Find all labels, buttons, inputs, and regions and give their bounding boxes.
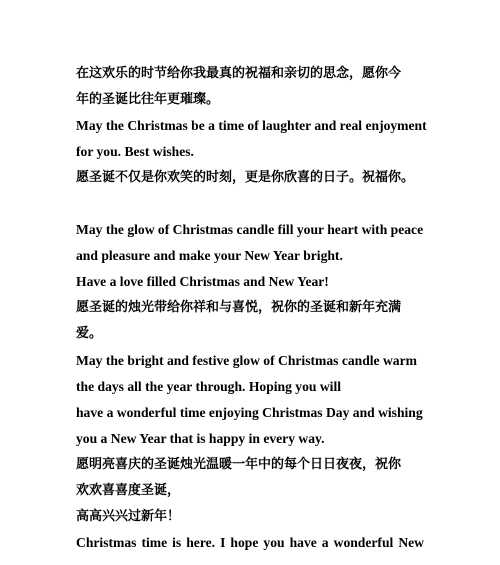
text-line: for you. Best wishes.: [76, 144, 194, 159]
text-line: Christmas time is here. I hope you have a wonderful New: [76, 535, 424, 550]
text-line: and pleasure and make your New Year bright.: [76, 248, 343, 263]
text-line: the days all the year through. Hoping you will: [76, 379, 341, 394]
text-line: 高高兴兴过新年！: [76, 509, 181, 524]
text-line: 在这欢乐的时节给你我最真的祝福和亲切的思念，愿你今: [76, 66, 402, 81]
text-line: May the bright and festive glow of Christmas candle warm: [76, 353, 417, 368]
text-line: 愿圣诞的烛光带给你祥和与喜悦，祝你的圣诞和新年充满: [76, 300, 402, 315]
text-line: May the glow of Christmas candle fill your heart with peace: [76, 222, 424, 237]
text-line: 愿圣诞不仅是你欢笑的时刻，更是你欣喜的日子。祝福你。: [76, 170, 415, 185]
text-line: Have a love filled Christmas and New Year!: [76, 274, 329, 289]
text-line: 愿明亮喜庆的圣诞烛光温暖一年中的每个日日夜夜，祝你: [76, 457, 402, 472]
text-line: 欢欢喜喜度圣诞，: [76, 483, 181, 498]
text-line: May the Christmas be a time of laughter and real enjoyment: [76, 118, 427, 133]
text-line: 爱。: [76, 326, 103, 341]
text-line: 年的圣诞比往年更璀璨。: [76, 92, 220, 107]
text-line: have a wonderful time enjoying Christmas Day and wishing: [76, 405, 423, 420]
text-line: you a New Year that is happy in every way.: [76, 431, 325, 446]
